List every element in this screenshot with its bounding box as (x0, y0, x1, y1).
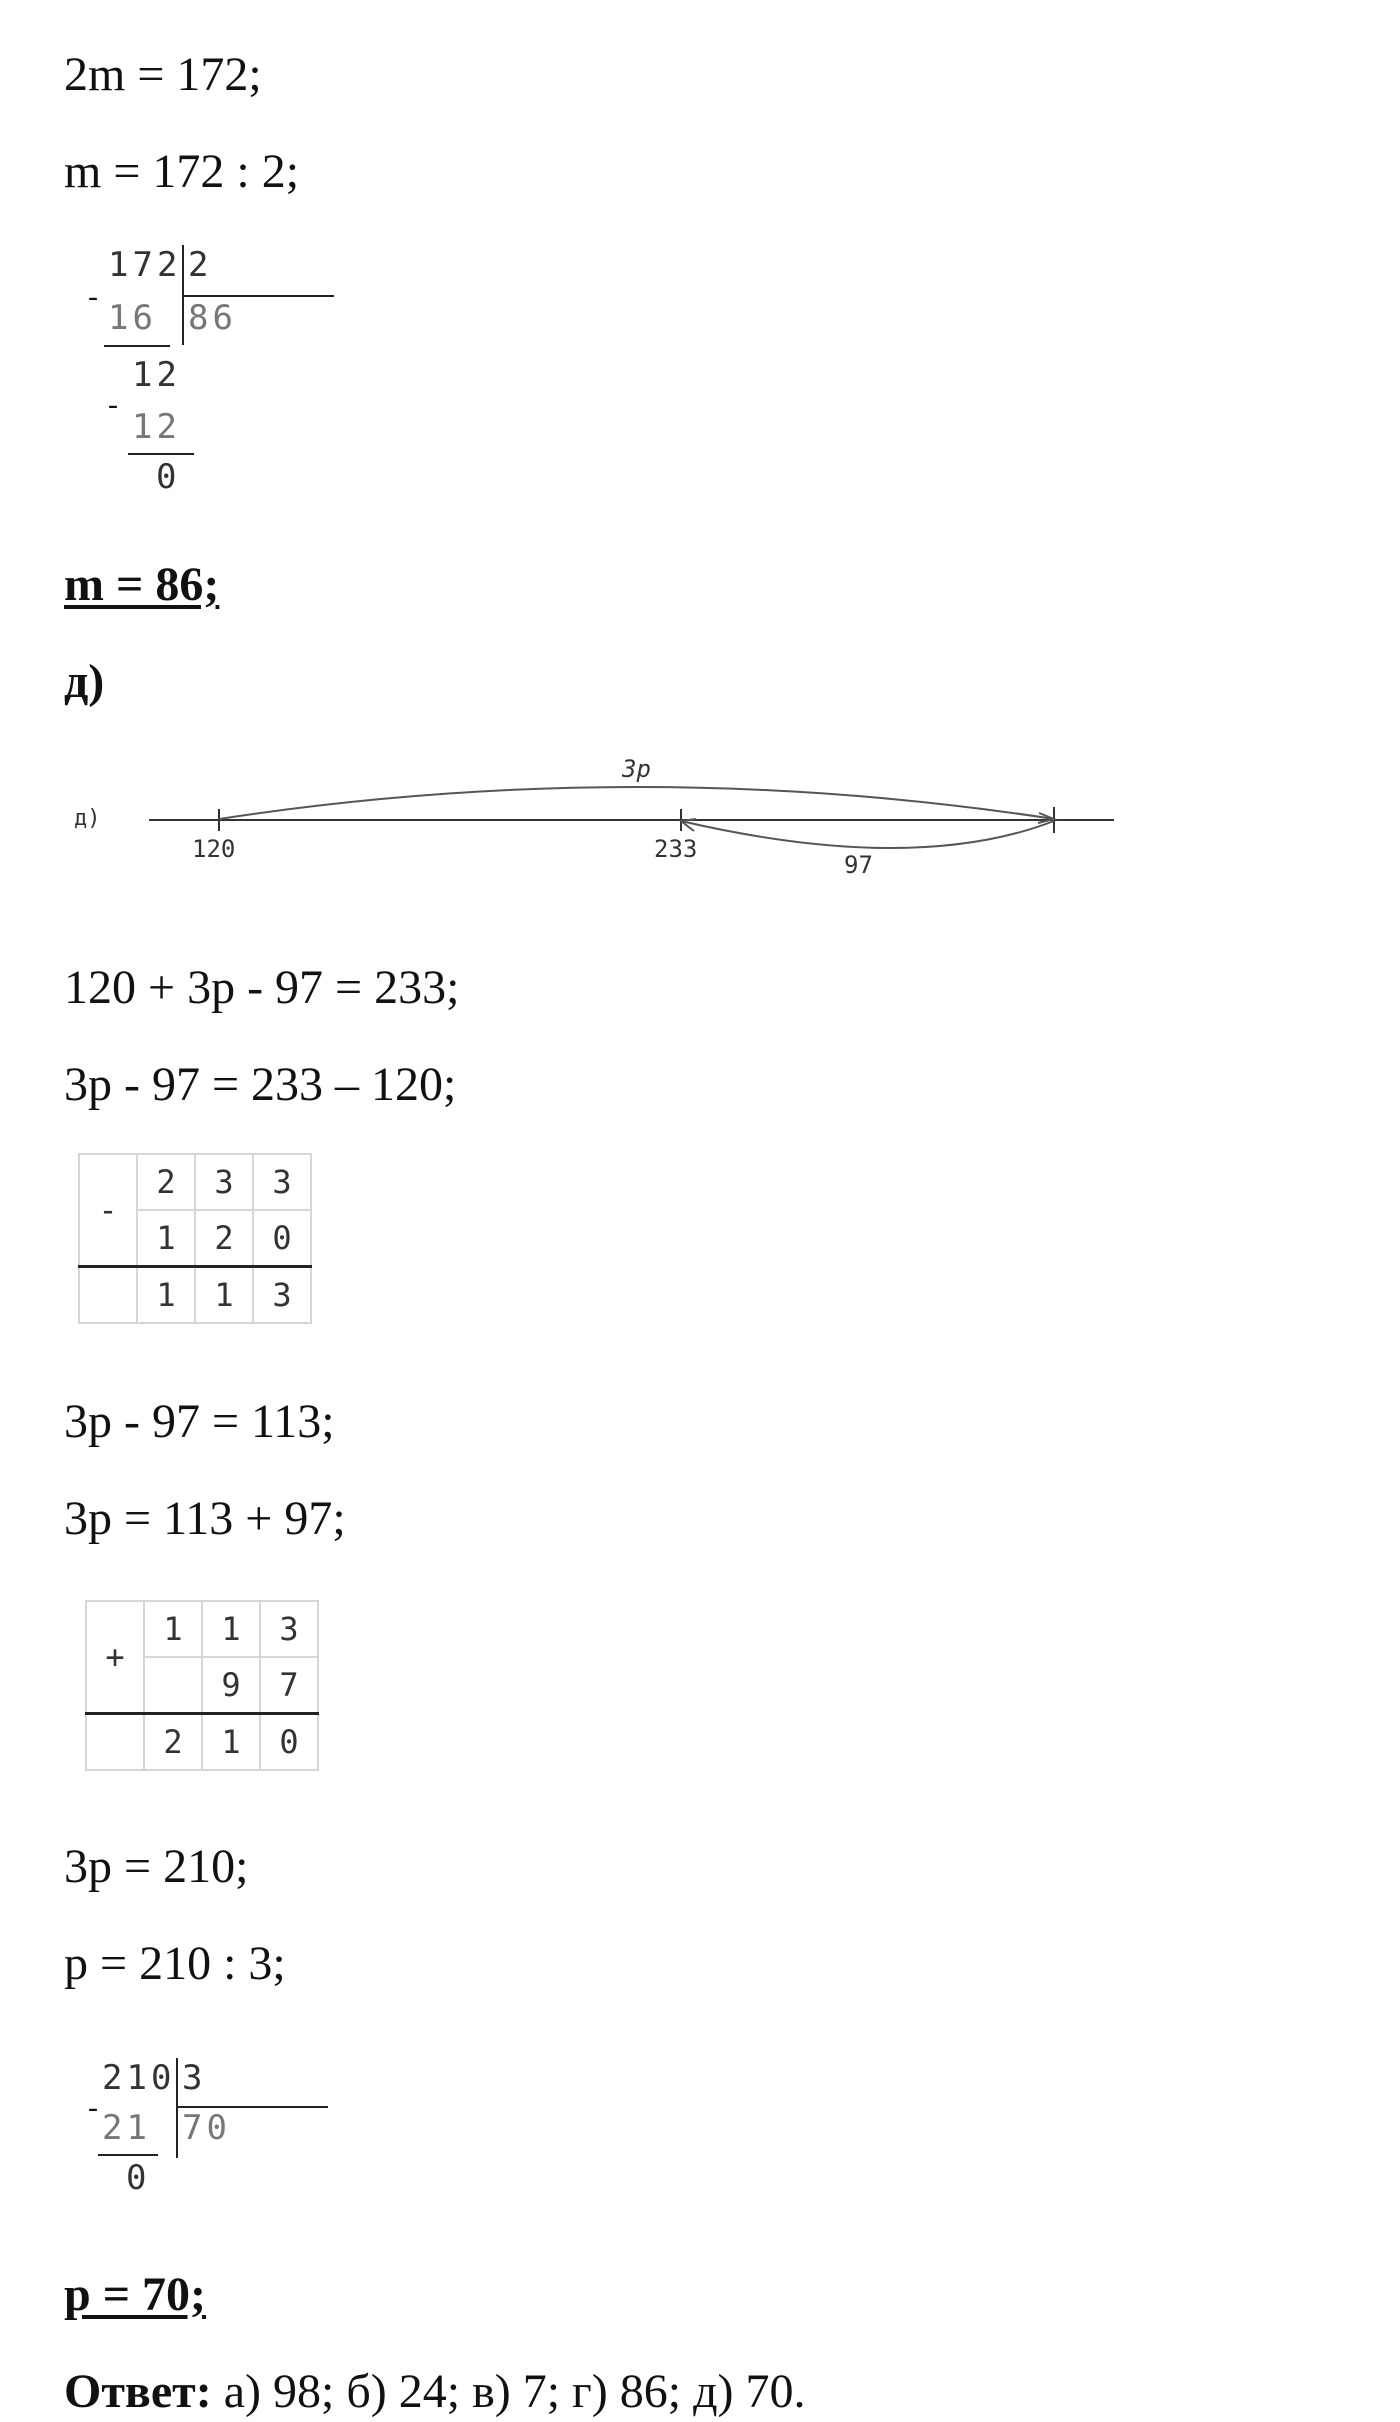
digit-cell (144, 1657, 202, 1714)
subtrahend: 21 (102, 2108, 151, 2148)
digit-cell: 3 (253, 1267, 311, 1324)
column-subtraction-table (78, 1153, 312, 1324)
remainder: 0 (126, 2158, 151, 2198)
operator-sign: + (86, 1601, 144, 1714)
dividend: 210 (102, 2058, 176, 2098)
dividend: 172 (108, 245, 182, 285)
answer-line (64, 2362, 805, 2422)
digit-cell: 1 (137, 1267, 195, 1324)
answer-label: Ответ: (64, 2365, 212, 2418)
number-line-diagram (64, 745, 1124, 895)
arc-label-97: 97 (844, 851, 873, 879)
digit-cell: 9 (202, 1657, 260, 1714)
diagram-label: д) (74, 806, 101, 831)
long-division-210-by-3 (88, 2058, 258, 2218)
quotient: 86 (188, 298, 237, 338)
divisor: 3 (182, 2058, 207, 2098)
column-addition-table (85, 1600, 319, 1771)
equation-line: p = 210 : 3; (64, 1937, 286, 1990)
digit-cell: 3 (195, 1154, 253, 1210)
minus-sign: - (88, 2091, 102, 2124)
tick-label: 233 (654, 835, 698, 863)
quotient: 70 (182, 2108, 231, 2148)
result-m: m = 86; (64, 558, 220, 611)
digit-cell: 1 (144, 1601, 202, 1657)
digit-cell: 2 (137, 1154, 195, 1210)
equation-line: 3p = 113 + 97; (64, 1492, 346, 1545)
equation-line: 120 + 3p - 97 = 233; (64, 961, 460, 1014)
remainder: 12 (132, 355, 181, 395)
equation-line: m = 172 : 2; (64, 145, 300, 198)
digit-cell: 1 (137, 1210, 195, 1267)
equation-line: 3p - 97 = 233 – 120; (64, 1058, 457, 1111)
digit-cell: 1 (202, 1601, 260, 1657)
digit-cell: 2 (195, 1210, 253, 1267)
long-division-172-by-2 (88, 245, 258, 505)
digit-cell: 1 (202, 1714, 260, 1771)
result-p: p = 70; (64, 2268, 207, 2321)
answer-text: а) 98; б) 24; в) 7; г) 86; д) 70. (211, 2365, 806, 2418)
equation-line: 3p - 97 = 113; (64, 1395, 335, 1448)
digit-cell: 3 (260, 1601, 318, 1657)
digit-cell: 0 (253, 1210, 311, 1267)
digit-cell: 3 (253, 1154, 311, 1210)
digit-cell: 2 (144, 1714, 202, 1771)
digit-cell: 0 (260, 1714, 318, 1771)
tick-label: 120 (192, 835, 236, 863)
equation-line: 2m = 172; (64, 48, 262, 101)
section-label: д) (64, 655, 105, 708)
arc-label-3p: 3p (622, 755, 651, 783)
digit-cell: 7 (260, 1657, 318, 1714)
operator-sign: - (79, 1154, 137, 1267)
subtrahend: 12 (132, 407, 181, 447)
equation-line: 3p = 210; (64, 1840, 249, 1893)
minus-sign: - (108, 388, 122, 421)
remainder: 0 (156, 457, 181, 497)
empty-cell (79, 1267, 137, 1324)
digit-cell: 1 (195, 1267, 253, 1324)
empty-cell (86, 1714, 144, 1771)
minus-sign: - (88, 280, 102, 313)
divisor: 2 (188, 245, 213, 285)
subtrahend: 16 (108, 298, 157, 338)
